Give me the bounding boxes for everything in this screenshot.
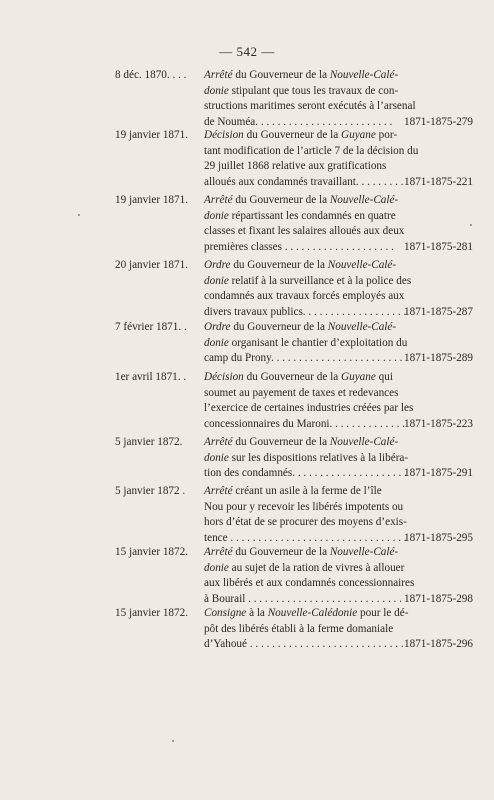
entry-line xyxy=(204,144,419,160)
entry-line xyxy=(204,320,400,336)
text-segment: relatif à la surveillance et à la police des xyxy=(228,274,412,287)
text-segment: qui xyxy=(375,371,393,383)
text-segment: Nou pour y recevoir les libérés impotents ou xyxy=(204,500,404,513)
text-segment: camp du Prony. . . . . . . . . . . . . . . . . . . . . . . . xyxy=(204,352,403,365)
paper-fleck xyxy=(172,740,174,742)
text-segment: donie xyxy=(204,561,229,574)
entry-date: 15 janvier 1872. xyxy=(115,607,189,619)
entry-date: 20 janvier 1871. xyxy=(115,259,189,271)
entry-line xyxy=(204,68,400,84)
entry-line xyxy=(204,289,405,305)
entry-line xyxy=(204,435,400,451)
entry-reference: 1871-1875-287 xyxy=(404,305,473,318)
text-segment: organisant le chantier d’exploitation du xyxy=(228,336,408,349)
text-segment: por- xyxy=(375,129,398,141)
text-segment: Guyane xyxy=(341,129,376,141)
text-segment: du Gouverneur de la xyxy=(232,436,330,448)
text-segment: Arrêté xyxy=(204,485,233,497)
entry-text xyxy=(204,320,408,367)
entry-text xyxy=(204,128,419,190)
entry-line xyxy=(204,451,409,467)
text-segment: du Gouverneur de la xyxy=(230,259,328,271)
text-segment: Arrêté xyxy=(204,69,233,81)
text-segment: soumet au payement de taxes et redevances xyxy=(204,386,399,399)
text-segment: Décision xyxy=(204,129,244,141)
entry-text xyxy=(204,370,414,432)
entry-line xyxy=(204,159,400,175)
text-segment: répartissant les condamnés en quatre xyxy=(228,209,396,222)
text-segment: à Bourail . . . . . . . . . . . . . . . . . . . . . . . . . . . . xyxy=(204,592,402,605)
entry-line xyxy=(204,351,403,367)
entry-line xyxy=(204,401,414,417)
entry-line xyxy=(204,224,405,240)
entry-date: 1er avril 1871. . xyxy=(115,371,187,383)
text-segment: premières classes . . . . . . . . . . . . . . . . . . . . xyxy=(204,240,394,253)
text-segment: Nouvelle-Calé- xyxy=(329,194,399,206)
entry-text xyxy=(204,435,409,482)
entry-line xyxy=(204,99,416,115)
entry-reference: 1871-1875-291 xyxy=(404,467,473,480)
entry-reference: 1871-1875-223 xyxy=(404,417,473,430)
entry-line xyxy=(204,175,404,191)
text-segment: du Gouverneur de la xyxy=(243,129,342,141)
entry-text xyxy=(204,545,415,607)
text-segment: sur les dispositions relatives à la libéra- xyxy=(228,451,409,464)
text-segment: Nouvelle-Calédonie xyxy=(267,607,358,619)
entry-line xyxy=(204,274,412,290)
text-segment: Ordre xyxy=(204,321,231,333)
text-segment: Nouvelle-Calé- xyxy=(329,69,399,81)
text-segment: Nouvelle-Calé- xyxy=(329,436,399,448)
text-segment: au sujet de la ration de vivres à allouer xyxy=(228,561,405,574)
text-segment: Nouvelle-Calé- xyxy=(327,321,397,333)
entry-line xyxy=(204,128,400,144)
text-segment: divers travaux publics. . . . . . . . . . . . . . . . . . . xyxy=(204,305,407,318)
entry-reference: 1871-1875-281 xyxy=(404,240,473,253)
entry-line xyxy=(204,258,400,274)
text-segment: Guyane xyxy=(341,371,376,383)
text-segment: alloués aux condamnés travaillant. . . . . . . . . xyxy=(204,175,404,188)
entry-line xyxy=(204,606,409,622)
entry-line xyxy=(204,466,407,482)
entry-reference: 1871-1875-298 xyxy=(404,592,473,605)
entry-reference: 1871-1875-289 xyxy=(404,352,473,365)
entry-line xyxy=(204,484,400,500)
text-segment: hors d’état de se procurer des moyens d’exis- xyxy=(204,516,407,529)
entry-date: 8 déc. 1870. . . . xyxy=(115,69,187,81)
text-segment: pour le dé- xyxy=(357,607,409,619)
text-segment: tion des condamnés. . . . . . . . . . . . . . . . . . . . . xyxy=(204,467,407,480)
text-segment: Nouvelle-Calé- xyxy=(329,546,399,558)
entry-line xyxy=(204,561,405,577)
text-segment: Ordre xyxy=(204,259,231,271)
text-segment: du Gouverneur de la xyxy=(232,194,330,206)
text-segment: aux libérés et aux condamnés concessionnaires xyxy=(204,577,415,590)
text-segment: Consigne xyxy=(204,607,247,619)
text-segment: tant modification de l’article 7 de la décision du xyxy=(204,144,419,157)
entry-date: 19 janvier 1871. xyxy=(115,194,189,206)
entry-line xyxy=(204,515,407,531)
entry-line xyxy=(204,193,400,209)
text-segment: donie xyxy=(204,209,229,222)
page-number: — 542 — xyxy=(219,44,275,59)
text-segment: donie xyxy=(204,336,229,349)
entry-text xyxy=(204,68,416,130)
entry-line xyxy=(204,370,400,386)
entry-text xyxy=(204,258,412,320)
text-segment: pôt des libérés établi à la ferme domaniale xyxy=(204,622,394,635)
entry-line xyxy=(204,84,400,100)
text-segment: Arrêté xyxy=(204,194,233,206)
entry-text xyxy=(204,606,409,653)
text-segment: donie xyxy=(204,451,229,464)
text-segment: classes et fixant les salaires alloués aux deux xyxy=(204,225,405,238)
entry-date: 5 janvier 1872. xyxy=(115,436,183,448)
entry-line xyxy=(204,500,404,516)
text-segment: Arrêté xyxy=(204,436,233,448)
entry-line xyxy=(204,240,400,256)
entry-date: 5 janvier 1872 . xyxy=(115,485,186,497)
text-segment: condamnés aux travaux forcés employés aux xyxy=(204,290,405,303)
entry-date: 7 février 1871. . xyxy=(115,321,187,333)
paper-fleck xyxy=(78,214,80,216)
text-segment: donie xyxy=(204,84,229,97)
entry-reference: 1871-1875-295 xyxy=(404,531,473,544)
entry-text xyxy=(204,484,407,546)
paper-fleck xyxy=(470,224,472,226)
entry-line xyxy=(204,622,400,638)
text-segment: 29 juillet 1868 relative aux gratifications xyxy=(204,160,387,173)
entry-reference: 1871-1875-296 xyxy=(404,638,473,651)
text-segment: Décision xyxy=(204,371,244,383)
text-segment: du Gouverneur de la xyxy=(232,546,330,558)
text-segment: tence . . . . . . . . . . . . . . . . . . . . . . . . . . . . . . . . xyxy=(204,531,407,544)
text-segment: l’exercice de certaines industries créées par les xyxy=(204,402,414,415)
text-segment: du Gouverneur de la xyxy=(232,69,330,81)
text-segment: d’Yahoué . . . . . . . . . . . . . . . . . . . . . . . . . . . . xyxy=(204,638,404,651)
text-segment: Nouvelle-Calé- xyxy=(327,259,397,271)
text-segment: à la xyxy=(246,607,268,619)
entry-line xyxy=(204,417,406,433)
entry-text xyxy=(204,193,405,255)
entry-line xyxy=(204,637,404,653)
text-segment: donie xyxy=(204,274,229,287)
entry-line xyxy=(204,305,407,321)
entry-reference: 1871-1875-279 xyxy=(404,115,473,128)
entry-line xyxy=(204,209,400,225)
text-segment: de Nouméa. . . . . . . . . . . . . . . . . . . . . . . . . xyxy=(204,115,393,128)
entry-line xyxy=(204,336,408,352)
entry-line xyxy=(204,545,400,561)
text-segment: Arrêté xyxy=(204,546,233,558)
text-segment: créant un asile à la ferme de l’île xyxy=(232,485,382,497)
entry-date: 15 janvier 1872. xyxy=(115,546,189,558)
entry-line xyxy=(204,386,400,402)
text-segment: concessionnaires du Maroni. . . . . . . . . . . . . . xyxy=(204,417,406,430)
entry-line xyxy=(204,576,415,592)
entry-date: 19 janvier 1871. xyxy=(115,129,189,141)
text-segment: stipulant que tous les travaux de con- xyxy=(228,84,399,97)
text-segment: du Gouverneur de la xyxy=(243,371,342,383)
entry-reference: 1871-1875-221 xyxy=(404,175,473,188)
text-segment: structions maritimes seront exécutés à l’arsenal xyxy=(204,100,416,113)
text-segment: du Gouverneur de la xyxy=(230,321,328,333)
